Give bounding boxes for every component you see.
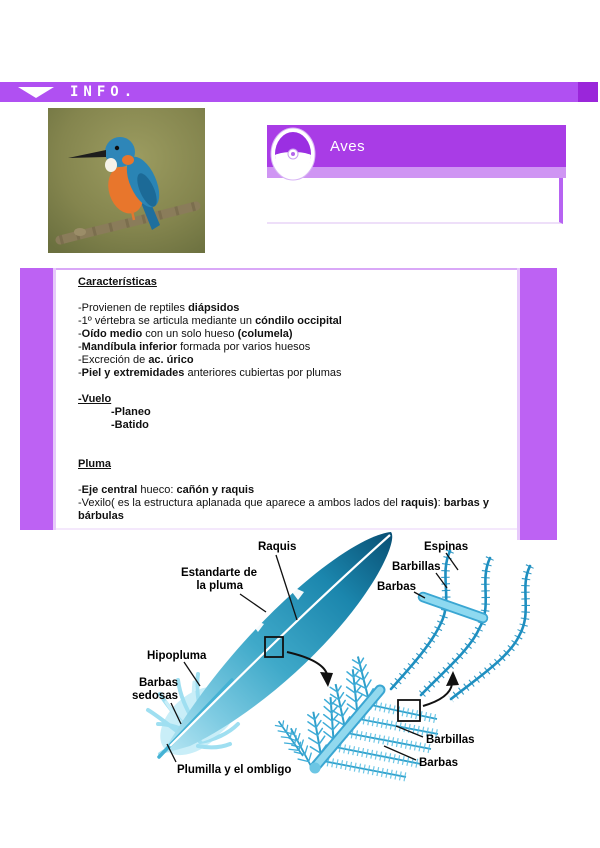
text-line: -Batido — [111, 419, 149, 431]
info-banner-label: INFO. — [70, 84, 138, 100]
text-line — [78, 445, 509, 458]
label-plumilla: Plumilla y el ombligo — [177, 764, 292, 776]
text-line: -Oído medio con un solo hueso (columela) — [78, 328, 293, 340]
right-purple-bar — [517, 268, 557, 540]
label-espinas: Espinas — [424, 541, 469, 553]
text-line — [78, 471, 509, 484]
text-line: -Piel y extremidades anteriores cubiertas por plumas — [78, 367, 342, 379]
aves-title: Aves — [330, 138, 366, 155]
feather-diagram — [0, 528, 600, 788]
kingfisher-illustration — [48, 108, 205, 253]
text-line: -Provienen de reptiles diápsidos — [78, 302, 240, 314]
text-line: -Eje central hueco: cañón y raquis — [78, 484, 255, 496]
barbule-detail-right — [391, 551, 530, 699]
label-estandarte-line1: Estandarte de — [180, 567, 257, 579]
label-barbillas-bottom: Barbillas — [426, 734, 475, 746]
egg-icon — [269, 126, 317, 187]
text-line: Pluma — [78, 458, 112, 470]
text-line — [78, 380, 509, 393]
kingfisher-photo — [48, 108, 205, 253]
text-line: -Vuelo — [78, 393, 112, 405]
left-purple-bar — [20, 268, 56, 530]
characteristics-box — [20, 268, 557, 540]
label-barbillas-top: Barbillas — [392, 561, 441, 573]
text-line — [78, 432, 509, 445]
text-line: -Planeo — [111, 406, 151, 418]
characteristics-text — [56, 268, 517, 530]
down-triangle-icon — [18, 87, 54, 98]
zoom-square-2 — [398, 700, 420, 721]
label-estandarte-line2: la pluma — [196, 580, 243, 592]
text-line — [78, 289, 509, 302]
aves-panel — [267, 125, 566, 225]
text-line: -Vexilo( es la estructura aplanada que aparece a ambos lados del raquis): barbas y bárbulas — [78, 497, 489, 522]
label-barbas-sedosas-line2: sedosas — [132, 690, 179, 702]
text-line: Características — [78, 276, 157, 288]
label-barbas-sedosas-line1: Barbas — [139, 677, 178, 689]
label-hipopluma: Hipopluma — [147, 650, 207, 662]
text-line: -1º vértebra se articula mediante un cóndilo occipital — [78, 315, 342, 327]
text-line: -Mandíbula inferior formada por varios huesos — [78, 341, 311, 353]
label-barbas-top: Barbas — [377, 581, 416, 593]
text-line: -Excreción de ac. úrico — [78, 354, 194, 366]
info-banner-end-segment — [578, 82, 598, 102]
label-raquis: Raquis — [258, 541, 297, 553]
label-barbas-bottom: Barbas — [419, 757, 458, 769]
